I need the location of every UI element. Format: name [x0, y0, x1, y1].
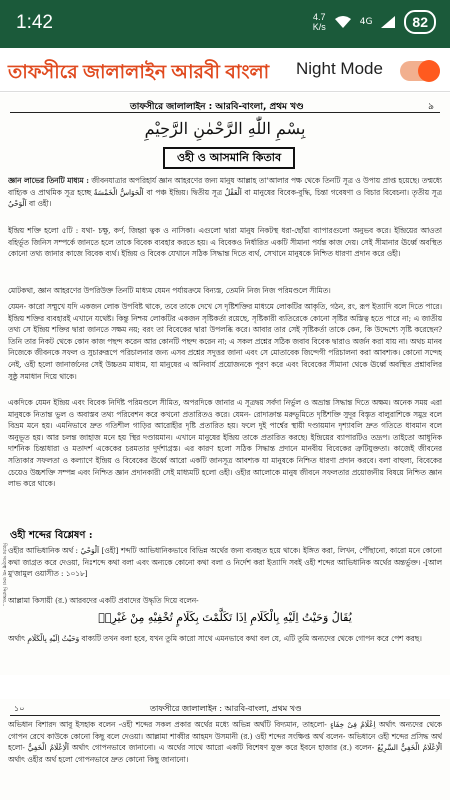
- battery-indicator: 82: [404, 10, 436, 34]
- network-speed: 4.7 K/s: [312, 12, 326, 32]
- running-head: ১০ তাফসীরে জালালাইন : আরবি-বাংলা, প্রথম খণ্ড: [10, 703, 440, 716]
- app-title: তাফসীরে জালালাইন আরবী বাংলা: [8, 62, 270, 83]
- page-number: ১০: [14, 704, 25, 713]
- page-number: ৯: [428, 102, 434, 112]
- paragraph: জ্ঞান লাভের তিনটি মাধ্যম : জীবনযাত্রার অপরিহার্য জ্ঞান আহরণের জন্য মানুষ আল্লাহ তা'আলার পক্ষ থেকে তিনটি সূত্র ও উপায় প্রাপ্ত হয়েছে। তন্মধ্যে বাহ্যিক ও প্রাথমিক সূত্র হচ্ছে اَلْحَوَاسُّ الْخَمْسَةُ বা পঞ্চ ইন্দ্রিয়। দ্বিতীয় সূত্র اَلْعَقْلُ বা মানুষের বিবেক-বুদ্ধি, চিন্তা গবেষণা ও বিচার বিবেচনা। তৃতীয় সূত্র اَلْوَحْيُ বা ওহী।: [8, 176, 442, 209]
- section-heading: ওহী শব্দের বিশ্লেষণ :: [10, 530, 93, 541]
- status-icons: [313, 10, 436, 34]
- page-scan-1: [0, 93, 450, 675]
- page-scan-2: [0, 699, 450, 800]
- margin-note: বিচার সত্ত্বে নহ তব। নিরান্তর...: [1, 543, 7, 607]
- page-viewer[interactable]: [0, 93, 450, 800]
- signal-icon: [380, 15, 396, 29]
- paragraph: অর্থাৎ وَحَيْتُ اِلَيْهِ بِالْكَلَامِ বাক্যটি তখন বলা হবে, যখন তুমি কারো সাথে এমনভাবে কথা বল যে, এটি তুমি অন্যদের থেকে গোপন করে পেশ করছ।: [8, 634, 422, 643]
- bismillah: بِسْمِ اللّٰهِ الرَّحْمٰنِ الرَّحِيْمِ: [144, 119, 306, 138]
- status-bar: [0, 0, 450, 48]
- paragraph: একদিকে যেমন ইন্দ্রিয় এবং বিবেক নির্দিষ্ট পরিমণ্ডলে সীমিত, অপরদিকে জানার এ সূত্রদ্বয় সর্বদা নির্ভুল ও অভ্রান্ত সিদ্ধান্ত দিতে অক্ষম। অনেক সময় এরা মানুষকে নিতান্ত ভুল ও অবাস্তব তথ্য পরিবেশন করে কখনো প্রতারিতও করে। যেমন- রোদাক্রান্ত মরুভূমিতে দৃষ্টিশক্তি সুদূর বিস্তৃত বালুরাশিকে সমুদ্র বলে বিভ্রম মনে হয়। এমনিভাবে দ্রুত গতিশীল গাড়ির আরোহীর দৃষ্টি প্রতারিত হয়। ফলে দুই পার্শ্বের স্থায়ী দণ্ডায়মান দৃশ্যাবলি দ্রুত গতিতে ধাবমান বলে অনুভূত হয়। আর চলন্ত জাহাজ মনে হয় স্থির দণ্ডায়মান। এখানে মানুষের ইন্দ্রিয় তাকে প্রতারিত করছে। ইন্দ্রিয়ের ব্যাপারটিও তদ্রূপ। তাইতো আধুনিক দার্শনিক চিন্তাধারা ও মতাদর্শ একেকের চরমতার দুর্দশাগ্রস্ত। এর কারণ হলো সঠিক সিদ্ধান্ত প্রদানে মানবীয় বিবেকের ত্রুটিযুক্ততা। কাজেই জীবনের সত্যিকার সফলতা ও কল্যাণে ইন্দ্রিয় ও বিবেকের ঊর্ধ্বে আরো একটি জানসূত্র আবশ্যক যা মানুষকে নিশ্চিত ধারণা প্রদান করবে। বলা বাহুল্য, বিবেকের চেয়েও উচ্চশক্তি সম্পন্ন এবং নিশ্চিত জ্ঞান প্রদানকারী সেই মাধ্যমটি হলো ওহী। ওহীর আলোকে মানুষ জীবনে সফলতার প্রয়োজনীয় বিষয়ে নিশ্চিত জ্ঞান লাভ করে থাকে।: [8, 398, 442, 489]
- clock: 1:42: [16, 12, 53, 33]
- paragraph: আল্লামা কিসায়ী (র.) আরবদের একটি প্রবাদের উদ্ধৃতি দিয়ে বলেন-: [8, 596, 199, 605]
- paragraph: ওহীর আভিধানিক অর্থ : اَلْوَحْيُ [ওহী] শব্দটি আভিধানিকভাবে বিভিন্ন অর্থের জন্য ব্যবহৃত হয়ে থাকে। ইঙ্গিত করা, লিখন, পৌঁছানো, কারো মনে কোনো কথা জাগ্রত করে দেওয়া, নিঃশব্দে কথা বলা এবং অন্যকে কোনো কথা বলা ও নির্দেশ করা ইত্যাদি সবই ওহী শব্দের আভিধানিক অর্থের অন্তর্ভুক্ত। -[আল মু'জামুল ওয়াসীত : ১০১৮]: [8, 546, 442, 579]
- paragraph: মোটকথা, জ্ঞান আহরণের উপরিউক্ত তিনটি মাধ্যম যেমন পর্যায়ক্রমে বিন্যস্ত, তেমনি নিজ নিজ পরিমণ্ডলে সীমিত।: [8, 286, 331, 295]
- night-mode-toggle[interactable]: [400, 61, 440, 81]
- paragraph: অভিধান বিশারদ আবু ইসহাক বলেন -ওহী শব্দের সকল প্রকার অর্থের মধ্যে অভিন্ন অর্থটি বিদ্যমান, তাহলো- اِعْلَامٌ فِىْ خِفَاءٍ অর্থাৎ অন্যদের থেকে গোপন রেখে কাউকে কোনো কিছু বলে দেওয়া। আল্লামা শাব্বীর আহমদ উসমানী (র.) ওহী শব্দের সংক্ষিপ্ত অর্থ বলেন- অভিধানে ওহী শব্দের প্রসিদ্ধ অর্থ হলো- اَلْاِعْلَامُ الْخَفِيُّ অর্থাৎ গোপনভাবে জানানো। এ অর্থের সাথে আরো একটি বিশেষণ যুক্ত করে ইবনে হাজার (র.) বলেন- اَلْاِعْلَامُ الْخَفِيُّ السَّرِيْعُ অর্থাৎ ওহীর অর্থ হলো গোপনভাবে দ্রুত কোনো কিছু জানানো।: [8, 720, 442, 764]
- night-mode-label: Night Mode: [296, 59, 383, 78]
- paragraph: যেমন- কারো সম্মুখে যদি একজন লোক উপবিষ্ট থাকে, তবে তাকে দেখে সে দৃষ্টিশক্তির মাধ্যমে লোকটির আকৃতি, গঠন, রং, রূপ ইত্যাদি বলে দিতে পারে। ইন্দ্রিয় শক্তির ব্যবহারই এখানে যথেষ্ট। কিন্তু নিশ্চয় লোকটির একজন সৃষ্টিকর্তা রয়েছে, সৃষ্টিকারী ব্যতিরেকে কোনো সৃষ্টির অস্তিত্ব হতে পারে না; এ জাতীয় তথ্য সে ইন্দ্রিয় শক্তির দ্বারা জানতে সক্ষম নয়; বরং তা বিবেকের দ্বারা উপলব্ধি করে। আবার তার সেই সৃষ্টিকর্তা তাকে কেন, কি উদ্দেশ্যে সৃষ্টি করেছেন? তিনি তার নিকট থেকে কোন কাজ পছন্দ করেন আর কোনটি পছন্দ করেন না; এ সকল প্রশ্নের সঠিক জবাব বিবেক দ্বারাও অর্জন করা যায় না। অথচ মানব নিজেকে জীবনকে সফল ও সুচারুরূপে পরিচালনার জন্য এসব প্রশ্নের সদুত্তর জানা এবং সে মোতাবেক জিন্দেগী পরিচালনা করা আবশ্যক। কোনো সন্দেহ নেই, ওহী হলো জানার্জনের সেই উচ্চতম মাধ্যম, যা মানুষের এ অনিবার্য প্রয়োজনকে পূরণ করে এবং বিবেকের সীমানা থেকে ঊর্ধ্বে অবস্থিত প্রশ্নাবলির সুষ্ঠু সমাধান দিয়ে থাকে।: [8, 302, 442, 381]
- paragraph: ইন্দ্রিয় শক্তি হলো ৫টি : যথা- চক্ষু, কর্ণ, জিহ্বা ত্বক ও নাসিকা। এগুলো দ্বারা মানুষ নিকটস্থ ধরা-ছোঁয়া ব্যাপারগুলো অনুভব করে। ইন্দ্রিয়ের আওতা বহির্ভূত জিনিস সম্পর্কে জানতে হলে তাকে বিবেক ব্যবহার করতে হয়। এ বিবেকও নির্ধারিত একটি সীমানা পর্যন্ত কাজ দেয়। সেই সীমানার ঊর্ধ্বে অবস্থিত কোনো তথ্য জানার কাজে বিবেক ব্যর্থ। ইন্দ্রিয় ও বিবেক যেখানে সঠিক সিদ্ধান্ত দিতে ব্যর্থ, সেখানে মানুষকে নিশ্চিত ধারণা প্রদান করে ওহী।: [8, 226, 442, 259]
- page-separator: [0, 675, 450, 699]
- network-type: 4G: [359, 17, 373, 27]
- app-header: [0, 48, 450, 92]
- running-head: তাফসীরে জালালাইন : আরবি-বাংলা, প্রথম খণ্ড ৯: [10, 99, 440, 113]
- arabic-quote: يُقَالُ وَحَيْتُ اِلَيْهِ بِالْكَلَامِ اِذَا تَكَلَّمْتَ بِكَلَامٍ تُخْفِيْهِ مِنْ غَيْرِهٖ: [98, 611, 352, 624]
- wifi-icon: [334, 15, 352, 29]
- toggle-knob: [418, 60, 440, 82]
- chapter-title: ওহী ও আসমানি কিতাব: [163, 147, 295, 169]
